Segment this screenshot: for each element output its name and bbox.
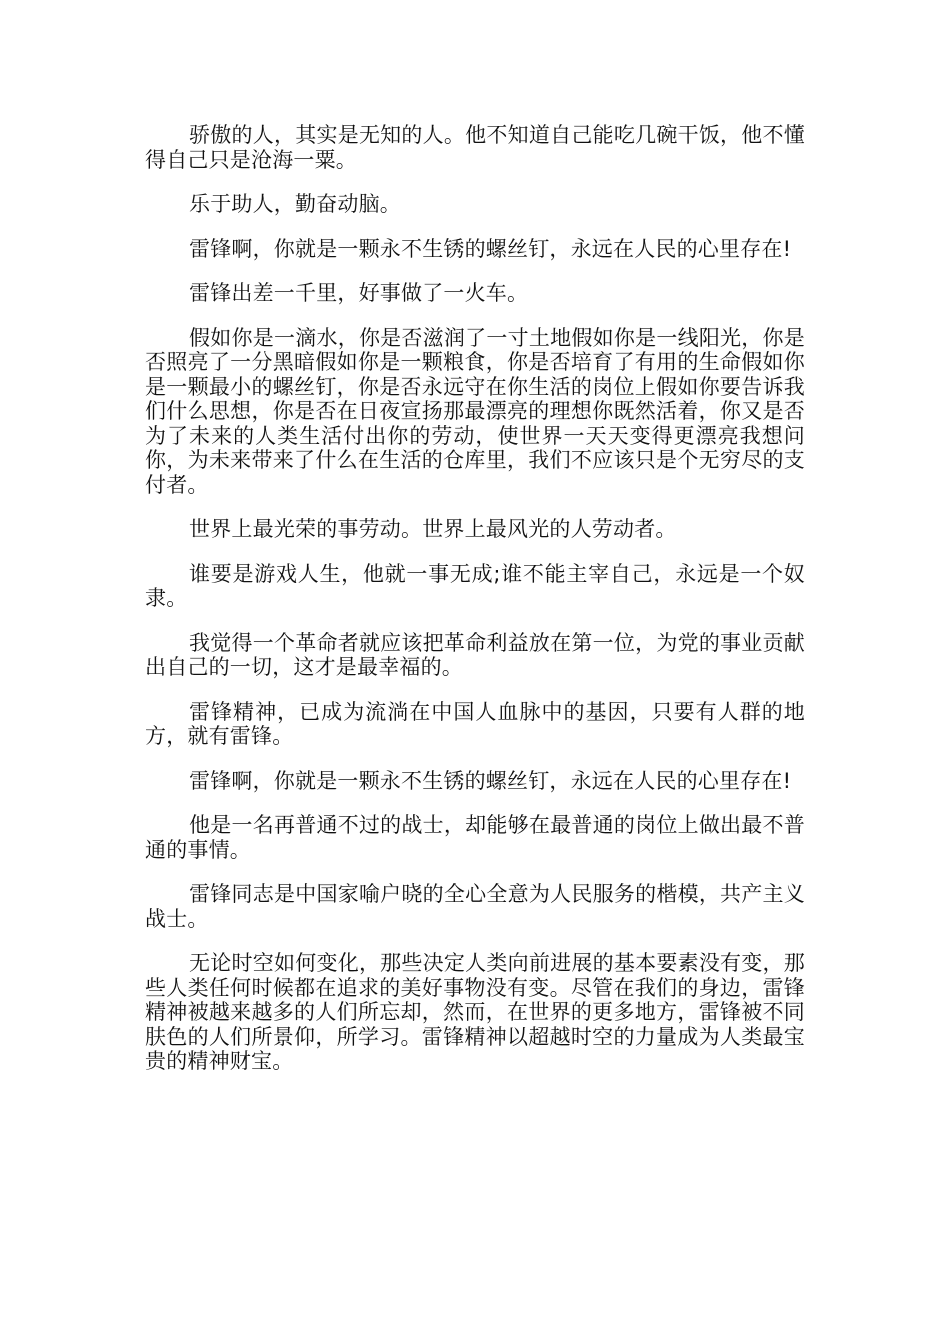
paragraph-12: 雷锋同志是中国家喻户晓的全心全意为人民服务的楷模，共产主义战士。 (145, 882, 805, 931)
document-body (145, 123, 805, 1094)
paragraph-4: 雷锋出差一千里，好事做了一火车。 (189, 281, 529, 305)
paragraph-11: 他是一名再普通不过的战士，却能够在最普通的岗位上做出最不普通的事情。 (145, 813, 805, 862)
paragraph-5: 假如你是一滴水，你是否滋润了一寸土地假如你是一线阳光，你是否照亮了一分黑暗假如你是一颗粮食，你是否培育了有用的生命假如你是一颗最小的螺丝钉，你是否永远守在你生活的岗位上假如你要告诉我们什么思想，你是否在日夜宣扬那最漂亮的理想你既然活着，你又是否为了未来的人类生活付出你的劳动，使世界一天天变得更漂亮我想问你，为未来带来了什么在生活的仓库里，我们不应该只是个无穷尽的支付者。 (145, 325, 805, 497)
paragraph-13: 无论时空如何变化，那些决定人类向前进展的基本要素没有变，那些人类任何时候都在追求的美好事物没有变。尽管在我们的身边，雷锋精神被越来越多的人们所忘却，然而，在世界的更多地方，雷锋被不同肤色的人们所景仰，所学习。雷锋精神以超越时空的力量成为人类最宝贵的精神财宝。 (145, 951, 805, 1073)
paragraph-10: 雷锋啊，你就是一颗永不生锈的螺丝钉，永远在人民的心里存在! (189, 768, 792, 793)
paragraph-1: 骄傲的人，其实是无知的人。他不知道自己能吃几碗干饭，他不懂得自己只是沧海一粟。 (145, 123, 805, 172)
paragraph-2: 乐于助人，勤奋动脑。 (189, 192, 401, 216)
paragraph-3: 雷锋啊，你就是一颗永不生锈的螺丝钉，永远在人民的心里存在! (189, 236, 792, 261)
paragraph-7: 谁要是游戏人生，他就一事无成;谁不能主宰自己，永远是一个奴隶。 (145, 561, 805, 610)
paragraph-9: 雷锋精神，已成为流淌在中国人血脉中的基因，只要有人群的地方，就有雷锋。 (145, 699, 805, 748)
paragraph-8: 我觉得一个革命者就应该把革命利益放在第一位，为党的事业贡献出自己的一切，这才是最幸福的。 (145, 630, 805, 679)
paragraph-6: 世界上最光荣的事劳动。世界上最风光的人劳动者。 (189, 517, 677, 541)
